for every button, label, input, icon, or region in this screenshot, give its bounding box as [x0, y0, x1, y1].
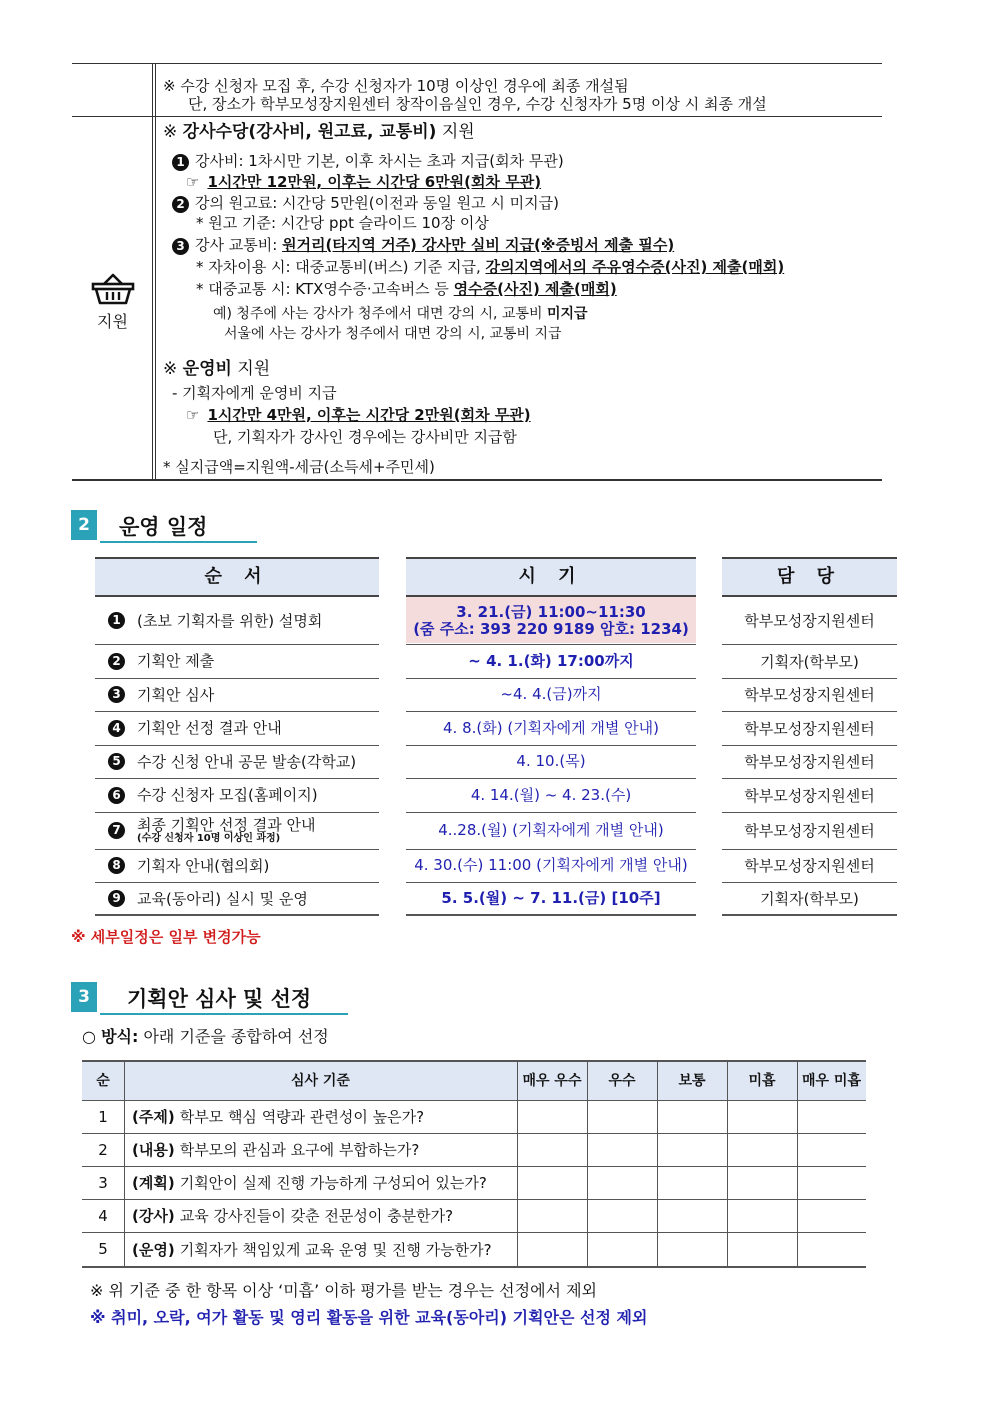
time-label: 4..28.(월) (기획자에게 개별 안내): [438, 821, 664, 839]
schedule-owner: 학부모성장지원센터: [744, 822, 875, 840]
schedule-time: [406, 678, 696, 711]
criteria-question: 학부모 핵심 역량과 관련성이 높은가?: [179, 1108, 425, 1126]
step-label: 교육(동아리) 실시 및 운영: [137, 889, 308, 908]
schedule-step: [108, 678, 214, 711]
exclusion-note-hobby: ※ 취미, 오락, 여가 활동 및 영리 활동을 위한 교육(동아리) 기획안은 선정 제외: [90, 1308, 648, 1327]
schedule-owner: 학부모성장지원센터: [744, 719, 875, 738]
col-header-owner: 담 당: [722, 557, 897, 597]
row-divider: [722, 914, 897, 916]
transport-fee-item: 3 강사 교통비: 원거리(타지역 거주) 강사만 실비 지급(※증빙서 제출 필수): [172, 236, 674, 255]
time-label: ~4. 4.(금)까지: [500, 685, 602, 703]
step-number-badge: 8: [108, 857, 125, 874]
col-header-time: 시 기: [406, 557, 696, 597]
schedule-owner: 학부모성장지원센터: [744, 786, 875, 805]
step-label: 수강 신청자 모집(홈페이지): [137, 786, 318, 804]
criteria-col-header: 매우 우수: [522, 1073, 582, 1089]
exclusion-note: ※ 위 기준 중 한 항목 이상 ‘미흡’ 이하 평가를 받는 경우는 선정에서 제외: [90, 1281, 598, 1300]
criteria-tag: (강사): [132, 1207, 175, 1225]
operating-cost-line: - 기획자에게 운영비 지급: [172, 384, 337, 402]
criteria-text: [132, 1100, 424, 1133]
criteria-col-header: 순: [96, 1073, 110, 1089]
row-divider: [95, 914, 379, 916]
schedule-time: [406, 812, 696, 849]
step-label: 기획안 선정 결과 안내: [137, 719, 282, 737]
step-label: 최종 기획안 선정 결과 안내: [137, 815, 316, 834]
criteria-text: [132, 1133, 419, 1166]
time-label: 4. 8.(화) (기획자에게 개별 안내): [442, 718, 659, 737]
notice-min-enrollment: ※ 수강 신청자 모집 후, 수강 신청자가 10명 이상인 경우에 최종 개설됨: [163, 77, 629, 95]
section-number: 2: [71, 510, 97, 540]
step-label: 수강 신청 안내 공문 발송(각학교): [137, 752, 357, 771]
schedule-owner: 학부모성장지원센터: [744, 686, 875, 704]
schedule-time: [406, 597, 696, 644]
time-label: 4. 10.(목): [516, 752, 586, 770]
basket-icon: [90, 272, 136, 306]
col-header-order: 순 서: [95, 557, 379, 597]
criteria-question: 교육 강사진들이 갖춘 전문성이 충분한가?: [179, 1207, 454, 1225]
net-payment-note: * 실지급액=지원액-세금(소득세+주민세): [163, 458, 435, 476]
operating-cost-exception: 단, 기획자가 강사인 경우에는 강사비만 지급함: [213, 428, 517, 446]
selection-method: ○ 방식: 아래 기준을 종합하여 선정: [82, 1027, 329, 1046]
step-label: 기획자 안내(협의회): [137, 856, 270, 875]
criteria-tag: (운영): [132, 1240, 175, 1259]
criteria-text: [132, 1232, 492, 1266]
schedule-time: [406, 849, 696, 882]
step-label: 기획안 심사: [137, 685, 215, 704]
schedule-step: [108, 849, 269, 882]
step-number-badge: 6: [108, 787, 125, 804]
schedule-owner: 학부모성장지원센터: [744, 753, 875, 771]
criteria-text: [132, 1199, 453, 1232]
time-label: 4. 14.(월) ~ 4. 23.(수): [470, 785, 632, 804]
section-title: 운영 일정: [119, 515, 208, 539]
schedule-step: [108, 745, 356, 778]
schedule-time: [406, 711, 696, 745]
schedule-note: ※ 세부일정은 일부 변경가능: [71, 928, 261, 946]
criteria-tag: (내용): [132, 1141, 175, 1159]
criteria-question: 기획자가 책임있게 교육 운영 및 진행 가능한가?: [179, 1240, 492, 1259]
criteria-col-header: 매우 미흡: [802, 1073, 861, 1089]
step-number-badge: 3: [108, 686, 125, 703]
section-underline: [100, 541, 257, 543]
lecturer-fee-rate: ☞ 1시간만 12만원, 이후는 시간당 6만원(회차 무관): [186, 173, 542, 191]
step-label: 기획안 제출: [137, 652, 215, 670]
schedule-time: [406, 778, 696, 812]
step-note: (수강 신청자 10명 이상인 과정): [137, 832, 281, 844]
schedule-step: [108, 812, 315, 849]
step-label: (초보 기획자를 위한) 설명회: [137, 611, 323, 630]
time-label: ~ 4. 1.(화) 17:00까지: [468, 651, 634, 670]
section-title: 기획안 심사 및 선정: [127, 987, 312, 1011]
section-underline: [100, 1013, 348, 1015]
criteria-row-number: 3: [98, 1173, 108, 1192]
time-detail: (줌 주소: 393 220 9189 암호: 1234): [413, 619, 689, 638]
lecturer-fee-item: 1 강사비: 1차시만 기본, 이후 차시는 초과 지급(회차 무관): [172, 152, 564, 171]
time-label: 4. 30.(수) 11:00 (기획자에게 개별 안내): [414, 856, 688, 874]
transport-public-rule: * 대중교통 시: KTX영수증·고속버스 등 영수증(사진) 제출(매회): [196, 280, 617, 298]
schedule-step: [108, 711, 282, 745]
operating-cost-heading: ※ 운영비 지원: [163, 359, 271, 379]
criteria-col-header: 미흡: [748, 1073, 776, 1089]
step-number-badge: 1: [108, 612, 125, 629]
row-divider: [406, 914, 696, 916]
criteria-tag: (주제): [132, 1108, 175, 1126]
support-label: 지원: [97, 312, 128, 331]
criteria-question: 학부모의 관심과 요구에 부합하는가?: [179, 1141, 420, 1159]
transport-car-rule: * 자차이용 시: 대중교통비(버스) 기준 지급, 강의지역에서의 주유영수증(사진) 제출(매회): [196, 258, 785, 276]
pointing-hand-icon: ☞: [186, 406, 200, 424]
criteria-col-header: 보통: [678, 1073, 706, 1089]
criteria-col-header: 심사 기준: [291, 1073, 350, 1089]
criteria-question: 기획안이 실제 진행 가능하게 구성되어 있는가?: [179, 1174, 487, 1192]
criteria-row-divider: [82, 1266, 866, 1268]
notice-exception: 단, 장소가 학부모성장지원센터 창작이음실인 경우, 수강 신청자가 5명 이상 시 최종 개설: [188, 95, 767, 113]
schedule-owner: 기획자(학부모): [760, 652, 859, 671]
step-number-badge: 2: [108, 653, 125, 670]
criteria-row-number: 4: [98, 1206, 108, 1225]
pointing-hand-icon: ☞: [186, 173, 200, 191]
section-number: 3: [71, 982, 97, 1012]
time-label: 3. 21.(금) 11:00~11:30: [456, 602, 646, 621]
schedule-time: [406, 745, 696, 778]
step-number-badge: 5: [108, 753, 125, 770]
criteria-col-header: 우수: [608, 1073, 636, 1089]
schedule-time: [406, 644, 696, 678]
criteria-row-number: 1: [98, 1107, 108, 1126]
manuscript-fee-item: 2 강의 원고료: 시간당 5만원(이전과 동일 원고 시 미지급): [172, 194, 559, 213]
schedule-step: [108, 597, 322, 644]
step-number-badge: 9: [108, 890, 125, 907]
transport-example-1: 예) 청주에 사는 강사가 청주에서 대면 강의 시, 교통비 미지급: [213, 306, 588, 322]
operating-cost-rate: ☞ 1시간만 4만원, 이후는 시간당 2만원(회차 무관): [186, 406, 531, 424]
transport-example-2: 서울에 사는 강사가 청주에서 대면 강의 시, 교통비 지급: [224, 326, 562, 342]
schedule-step: [108, 882, 308, 915]
schedule-owner: 기획자(학부모): [760, 890, 859, 908]
lecturer-allowance-heading: ※ 강사수당(강사비, 원고료, 교통비) 지원: [163, 122, 475, 142]
step-number-badge: 7: [108, 822, 125, 839]
step-number-badge: 4: [108, 720, 125, 737]
criteria-row-number: 5: [98, 1240, 108, 1258]
criteria-row-number: 2: [98, 1140, 108, 1159]
manuscript-criteria: * 원고 기준: 시간당 ppt 슬라이드 10장 이상: [196, 214, 489, 232]
criteria-text: [132, 1166, 487, 1199]
schedule-owner: 학부모성장지원센터: [744, 612, 875, 630]
schedule-owner: 학부모성장지원센터: [744, 857, 875, 875]
time-label: 5. 5.(월) ~ 7. 11.(금) [10주]: [441, 889, 661, 907]
schedule-step: [108, 778, 318, 812]
criteria-tag: (계획): [132, 1174, 175, 1192]
schedule-step: [108, 644, 214, 678]
schedule-time: [406, 882, 696, 915]
